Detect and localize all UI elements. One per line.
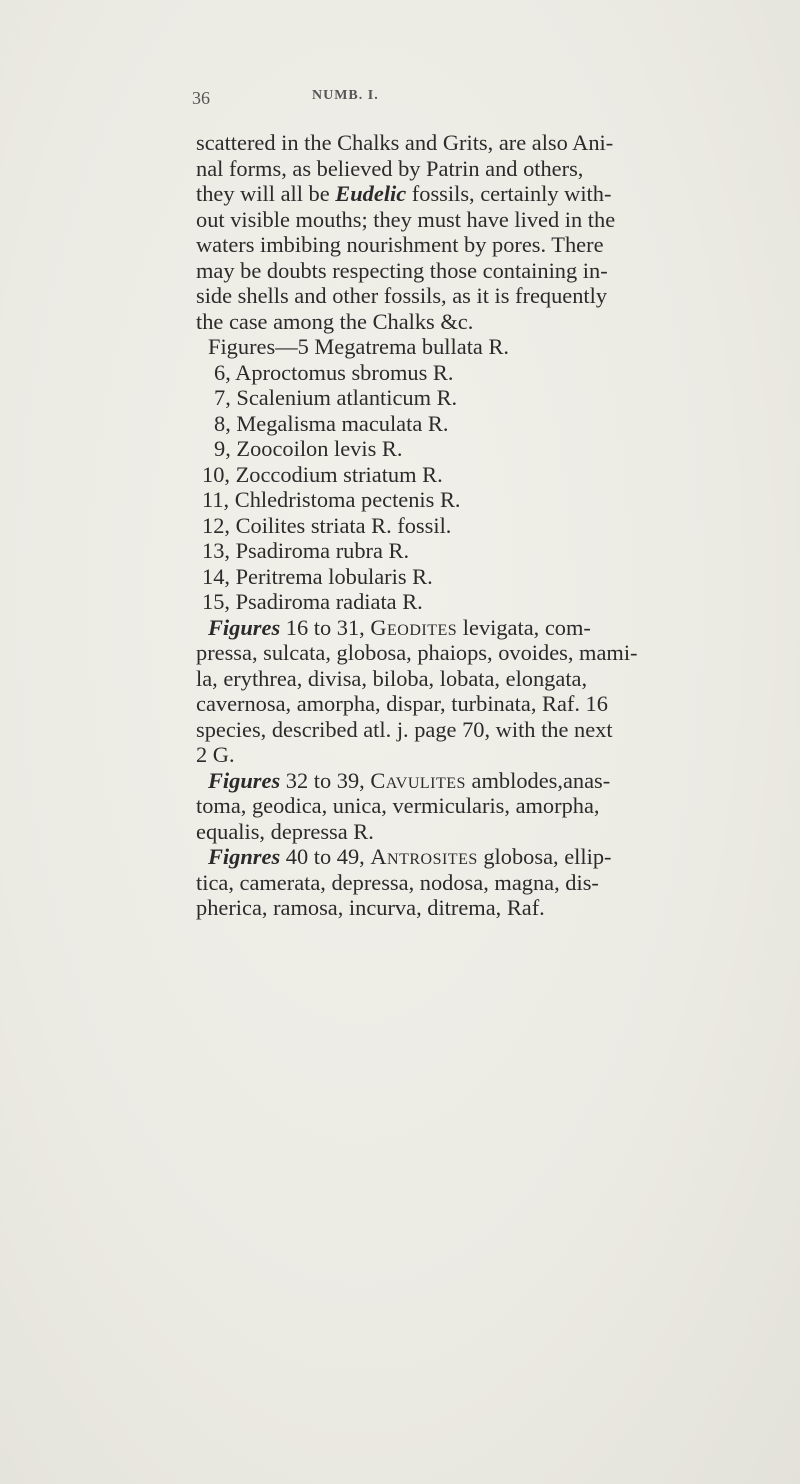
text-run: globosa, ellip- [477,844,612,869]
text-line: waters imbibing nourishment by pores. There [196,232,604,257]
text-run: fossils, certainly with- [406,181,612,206]
genus-name: Antrosites [370,844,478,869]
text-run: they will all be [196,181,336,206]
genus-name: Cavulites [370,767,466,793]
figure-item: 8, Megalisma maculata R. [214,410,449,436]
text-run: —5 Megatrema bullata R. [275,334,509,359]
text-line [196,768,666,794]
genus-name: Geodites [370,614,458,640]
text-run: 16 to 31, [280,614,371,640]
figure-item: 12, Coilites striata R. fossil. [202,512,452,538]
figures-label: Figures [208,614,281,640]
running-head: NUMB. I. [312,88,379,103]
text-line [196,844,666,870]
figure-item: 6, Aproctomus sbromus R. [214,359,454,385]
figure-item: 14, Peritrema lobularis R. [202,563,433,589]
text-line: scattered in the Chalks and Grits, are also Ani- [196,130,614,155]
emphasized-term: Eudelic [335,181,407,206]
geodites-paragraph [196,615,666,768]
text-line [196,615,666,641]
figure-list [196,334,666,615]
text-line: side shells and other fossils, as it is frequently [196,283,608,308]
text-line: pressa, sulcata, globosa, phaiops, ovoides, mami- [196,640,638,665]
text-line: toma, geodica, unica, vermicularis, amorpha, [196,793,600,818]
figure-item: 10, Zoccodium striatum R. [202,461,443,487]
text-line [196,181,666,207]
text-line: pherica, ramosa, incurva, ditrema, Raf. [196,895,545,920]
antrosites-paragraph [196,844,666,921]
text-line: 2 G. [196,742,235,767]
text-run: levigata, com- [457,614,591,640]
text-line: equalis, depressa R. [196,818,374,844]
text-line: cavernosa, amorpha, dispar, turbinata, Raf. 16 [196,691,608,716]
text-line: out visible mouths; they must have lived in the [196,206,616,232]
text-line: the case among the Chalks &c. [196,308,474,334]
intro-paragraph [196,130,666,334]
figure-list-heading [196,334,666,360]
page-number: 36 [192,88,210,108]
body-text [196,130,666,921]
figure-item: 15, Psadiroma radiata R. [202,589,423,614]
text-line: tica, camerata, depressa, nodosa, magna, dis- [196,869,599,895]
text-line: la, erythrea, divisa, biloba, lobata, elongata, [196,665,588,691]
text-run: amblodes,anas- [465,767,611,793]
text-run: 40 to 49, [280,844,371,869]
text-line: nal forms, as believed by Patrin and others, [196,155,584,181]
figure-item: 7, Scalenium atlanticum R. [214,385,458,410]
figures-label: Figures [208,334,276,359]
cavulites-paragraph [196,768,666,845]
figures-label: Figures [208,767,281,793]
figure-item: 13, Psadiroma rubra R. [202,538,410,563]
text-run: 32 to 39, [280,767,371,793]
figures-label: Fignres [208,844,281,869]
figure-item: 11, Chledristoma pectenis R. [202,487,461,512]
page-header [192,88,672,112]
figure-item: 9, Zoocoilon levis R. [214,436,403,461]
text-line: species, described atl. j. page 70, with the next [196,716,613,742]
text-line: may be doubts respecting those containing in- [196,257,608,283]
